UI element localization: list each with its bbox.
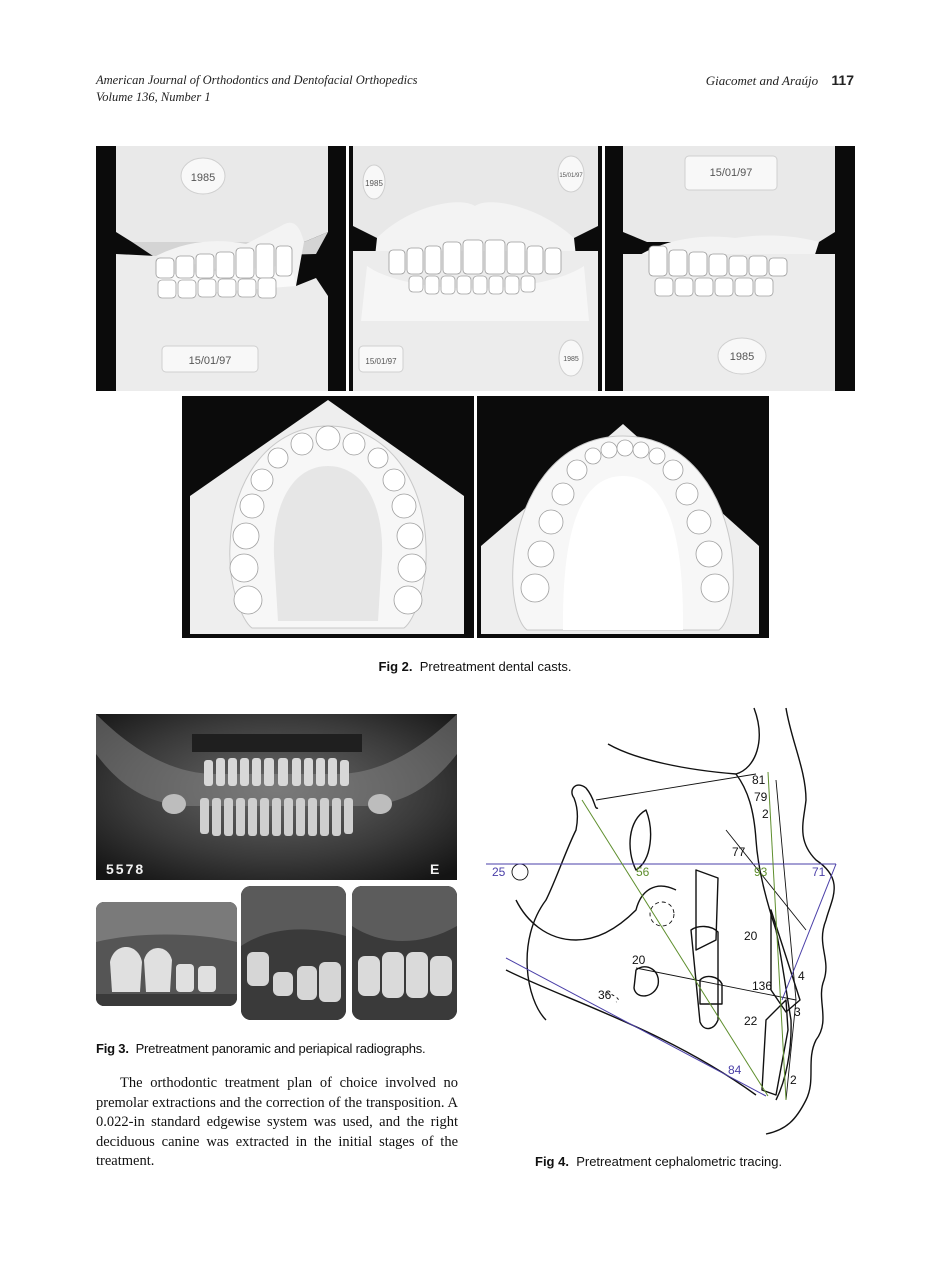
value-3: 3 xyxy=(794,1005,801,1019)
mandibular-plane-line xyxy=(506,958,766,1096)
value-20-right: 20 xyxy=(744,929,758,943)
value-81: 81 xyxy=(752,773,766,787)
cast-frontal-photo xyxy=(349,146,602,391)
value-25: 25 xyxy=(492,865,506,879)
cast-front-base-label-right: 1985 xyxy=(563,356,579,363)
value-36: 36 xyxy=(598,988,612,1002)
page-number: 117 xyxy=(831,72,854,88)
value-2-upper: 2 xyxy=(762,807,769,821)
orbit xyxy=(630,810,651,870)
value-71: 71 xyxy=(812,865,826,879)
value-56: 56 xyxy=(636,865,650,879)
periapical-radiograph-2 xyxy=(241,886,346,1020)
value-79: 79 xyxy=(754,790,768,804)
value-4: 4 xyxy=(798,969,805,983)
fig3-label: Fig 3. xyxy=(96,1041,129,1056)
cast-front-base-label-left: 15/01/97 xyxy=(365,357,397,366)
porion-mark xyxy=(512,864,528,880)
cast-left-top-label: 15/01/97 xyxy=(709,167,753,179)
journal-title: American Journal of Orthodontics and Dentofacial Orthopedics xyxy=(96,73,418,87)
cast-lower-occlusal-photo xyxy=(477,396,769,638)
pterygomaxillary xyxy=(696,870,718,950)
value-77: 77 xyxy=(732,845,746,859)
running-header-right xyxy=(706,72,854,89)
cast-right-top-label: 1985 xyxy=(190,172,216,184)
cast-left-base-label: 1985 xyxy=(729,351,755,363)
fig2-caption-text: Pretreatment dental casts. xyxy=(419,659,572,674)
fig3-caption-text: Pretreatment panoramic and periapical radiographs. xyxy=(135,1041,426,1056)
cast-front-top-label-right: 15/01/97 xyxy=(559,173,583,179)
periapical-radiograph-1 xyxy=(96,902,237,1006)
cast-right-base-label: 15/01/97 xyxy=(188,355,232,367)
fig4-caption-text: Pretreatment cephalometric tracing. xyxy=(576,1154,783,1169)
maxilla-outline xyxy=(516,886,676,940)
value-136: 136 xyxy=(752,979,773,993)
cephalometric-tracing xyxy=(486,700,856,1140)
n-perpendicular xyxy=(776,780,796,1100)
fig2-label: Fig 2. xyxy=(378,659,413,674)
running-authors: Giacomet and Araújo xyxy=(705,73,819,88)
journal-volume: Volume 136, Number 1 xyxy=(96,90,211,104)
periapical-radiograph-3 xyxy=(352,886,457,1020)
fig2-caption xyxy=(0,659,950,674)
cast-front-top-label-left: 1985 xyxy=(365,179,383,188)
value-20-left: 20 xyxy=(632,953,646,967)
fig4-caption xyxy=(535,1154,855,1169)
panoramic-film-number: 5578 xyxy=(106,861,146,877)
cast-right-lateral-photo xyxy=(96,146,346,391)
cast-upper-occlusal-photo xyxy=(182,396,474,638)
fig4-label: Fig 4. xyxy=(535,1154,569,1169)
cast-left-lateral-photo xyxy=(605,146,855,391)
upper-molar xyxy=(700,977,722,1004)
running-header-journal xyxy=(96,72,418,106)
body-paragraph: The orthodontic treatment plan of choice involved no premolar extractions and the correction of the transposition. A 0.022-in standard edgewise system was used, and the right deciduous canine was extracted in the initial stages of the treatment. xyxy=(96,1075,458,1170)
value-22: 22 xyxy=(744,1014,758,1028)
fig3-caption xyxy=(96,1041,476,1056)
panoramic-radiograph xyxy=(96,714,457,880)
value-84: 84 xyxy=(728,1063,742,1077)
unerupted-canine xyxy=(634,967,658,996)
panoramic-side-marker: E xyxy=(430,861,440,877)
value-2-lower: 2 xyxy=(790,1073,797,1087)
cranial-base-outline xyxy=(608,708,759,774)
sn-line xyxy=(596,774,756,800)
value-93: 93 xyxy=(754,865,768,879)
